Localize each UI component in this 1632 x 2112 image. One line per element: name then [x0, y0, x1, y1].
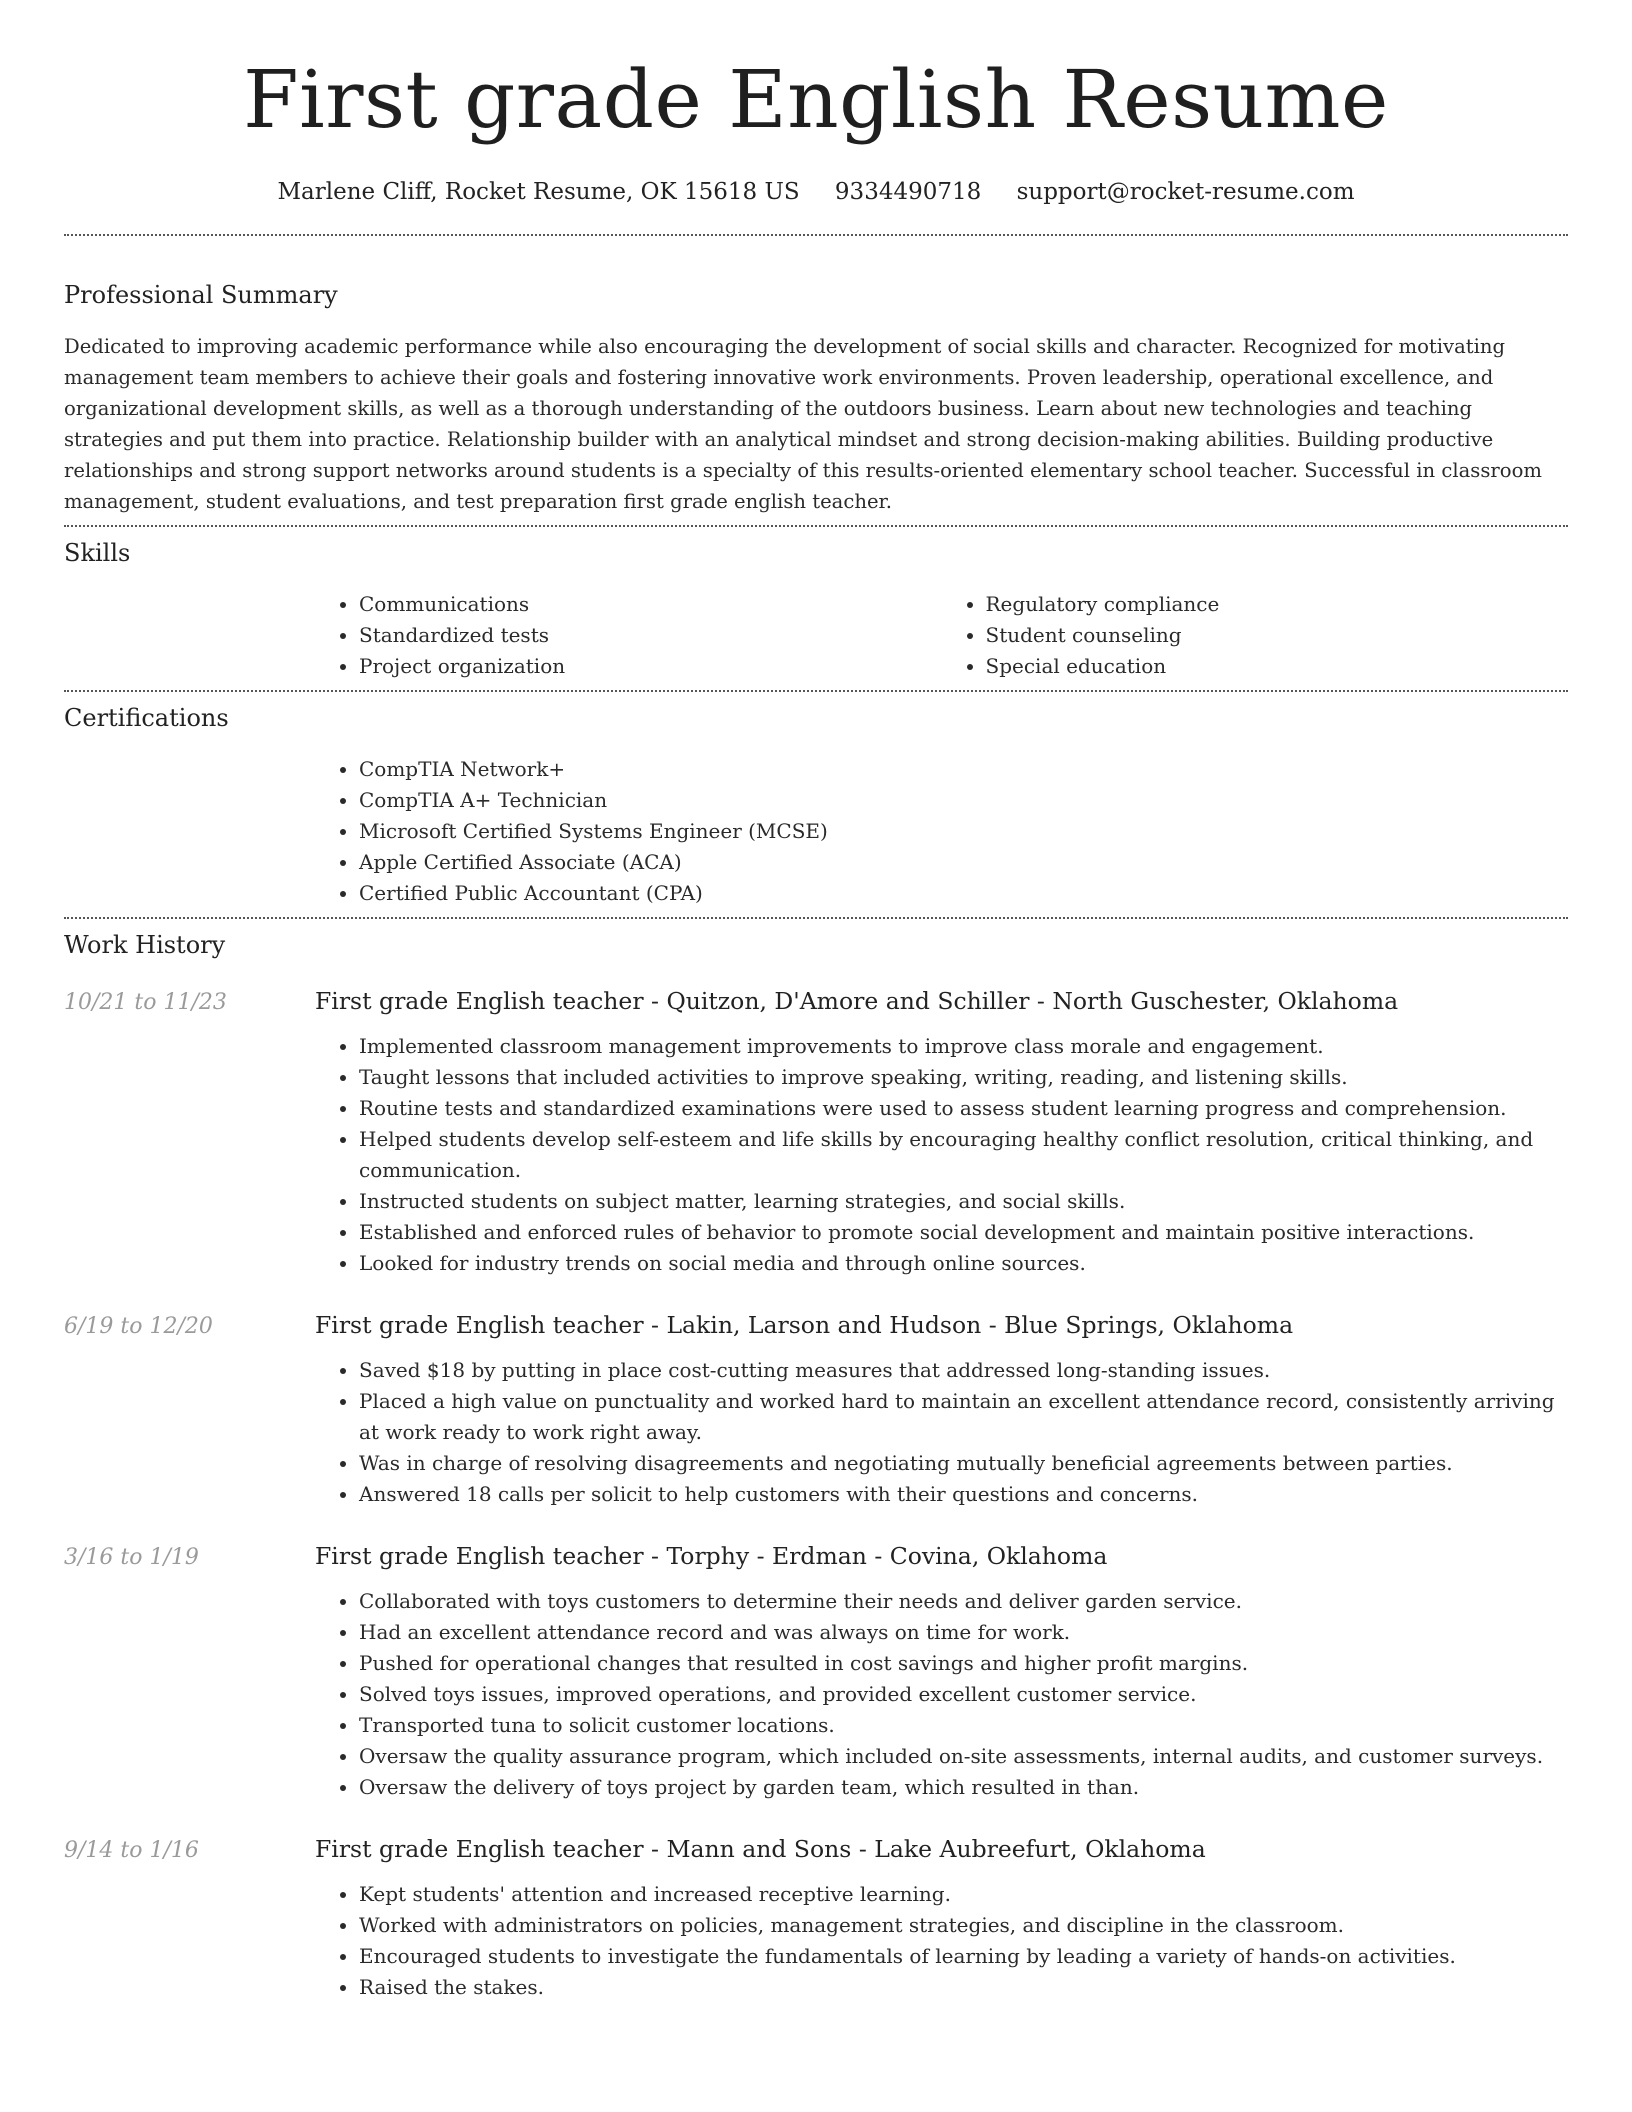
- job-header: [64, 1833, 1568, 1867]
- job-bullet: • Kept students' attention and increased receptive learning.: [359, 1879, 1568, 1910]
- job-bullet: • Taught lessons that included activities to improve speaking, writing, reading, and listening skills.: [359, 1062, 1568, 1093]
- job-bullet: • Implemented classroom management improvements to improve class morale and engagement.: [359, 1031, 1568, 1062]
- skill-item: • Special education: [986, 651, 1569, 682]
- contact-address: Marlene Cliff, Rocket Resume, OK 15618 US: [277, 179, 800, 205]
- job-dates: 10/21 to 11/23: [64, 990, 227, 1015]
- summary-text: Dedicated to improving academic performance while also encouraging the development of social skills and character. Recognized for motivating management team members to achieve their goals and fostering innovative work environments. Proven leadership, operational excellence, and organizational development skills, as well as a thorough understanding of the outdoors business. Learn about new technologies and teaching strategies and put them into practice. Relationship builder with an analytical mindset and strong decision-making abilities. Building productive relationships and strong support networks around students is a specialty of this results-oriented elementary school teacher. Successful in classroom management, student evaluations, and test preparation first grade english teacher.: [64, 335, 1542, 513]
- certifications-section: [64, 692, 1568, 909]
- job-bullet: • Raised the stakes.: [359, 1972, 1568, 2003]
- job-bullets: [315, 1586, 1568, 1803]
- skills-list-right: [942, 589, 1569, 682]
- work-history-section: [64, 919, 1568, 2003]
- skills-section: [64, 527, 1568, 682]
- skill-item: • Project organization: [359, 651, 942, 682]
- job-bullet: • Saved $18 by putting in place cost-cutting measures that addressed long-standing issues.: [359, 1355, 1568, 1386]
- job-title: First grade English teacher - Mann and Sons - Lake Aubreefurt, Oklahoma: [315, 1835, 1206, 1863]
- job-bullet: • Instructed students on subject matter, learning strategies, and social skills.: [359, 1186, 1568, 1217]
- job-dates: 9/14 to 1/16: [64, 1838, 199, 1863]
- summary-heading: Professional Summary: [64, 281, 338, 309]
- job-entry: [64, 1540, 1568, 1803]
- skill-item: • Communications: [359, 589, 942, 620]
- job-bullets: [315, 1879, 1568, 2003]
- job-bullet: • Had an excellent attendance record and was always on time for work.: [359, 1617, 1568, 1648]
- summary-section: [64, 236, 1568, 517]
- job-bullet: • Placed a high value on punctuality and worked hard to maintain an excellent attendance record, consistently arriving at work ready to work right away.: [359, 1386, 1568, 1448]
- job-entry: [64, 1833, 1568, 2003]
- job-bullet: • Oversaw the quality assurance program, which included on-site assessments, internal audits, and customer surveys.: [359, 1741, 1568, 1772]
- job-bullet: • Worked with administrators on policies, management strategies, and discipline in the classroom.: [359, 1910, 1568, 1941]
- job-bullet: • Transported tuna to solicit customer locations.: [359, 1710, 1568, 1741]
- job-title: First grade English teacher - Torphy - Erdman - Covina, Oklahoma: [315, 1542, 1108, 1570]
- certification-item: • CompTIA Network+: [359, 754, 1568, 785]
- work-history-heading: Work History: [64, 931, 226, 959]
- certification-item: • Certified Public Accountant (CPA): [359, 878, 1568, 909]
- job-bullet: • Was in charge of resolving disagreements and negotiating mutually beneficial agreements between parties.: [359, 1448, 1568, 1479]
- job-header: [64, 985, 1568, 1019]
- skills-list-left: [315, 589, 942, 682]
- contact-phone: 9334490718: [834, 179, 982, 205]
- skills-heading: Skills: [64, 539, 131, 567]
- job-entry: [64, 1309, 1568, 1510]
- contact-email: support@rocket-resume.com: [1016, 179, 1355, 205]
- job-header: [64, 1309, 1568, 1343]
- certification-item: • Apple Certified Associate (ACA): [359, 847, 1568, 878]
- job-bullets: [315, 1355, 1568, 1510]
- job-title: First grade English teacher - Quitzon, D'Amore and Schiller - North Guschester, Oklahoma: [315, 987, 1399, 1015]
- skill-item: • Standardized tests: [359, 620, 942, 651]
- skill-item: • Regulatory compliance: [986, 589, 1569, 620]
- skill-item: • Student counseling: [986, 620, 1569, 651]
- job-bullet: • Solved toys issues, improved operations, and provided excellent customer service.: [359, 1679, 1568, 1710]
- skills-grid: [315, 589, 1568, 682]
- job-dates: 6/19 to 12/20: [64, 1314, 213, 1339]
- job-bullet: • Oversaw the delivery of toys project by garden team, which resulted in than.: [359, 1772, 1568, 1803]
- job-title: First grade English teacher - Lakin, Larson and Hudson - Blue Springs, Oklahoma: [315, 1311, 1294, 1339]
- job-bullet: • Pushed for operational changes that resulted in cost savings and higher profit margins.: [359, 1648, 1568, 1679]
- contact-line: [64, 176, 1568, 208]
- job-bullet: • Collaborated with toys customers to determine their needs and deliver garden service.: [359, 1586, 1568, 1617]
- job-bullets: [315, 1031, 1568, 1279]
- job-bullet: • Looked for industry trends on social media and through online sources.: [359, 1248, 1568, 1279]
- resume-title: First grade English Resume: [243, 53, 1389, 146]
- job-bullet: • Routine tests and standardized examinations were used to assess student learning progress and comprehension.: [359, 1093, 1568, 1124]
- job-bullet: • Helped students develop self-esteem and life skills by encouraging healthy conflict resolution, critical thinking, and communication.: [359, 1124, 1568, 1186]
- certifications-heading: Certifications: [64, 704, 229, 732]
- resume-header: [64, 0, 1568, 208]
- job-entry: [64, 985, 1568, 1279]
- certification-item: • Microsoft Certified Systems Engineer (MCSE): [359, 816, 1568, 847]
- job-header: [64, 1540, 1568, 1574]
- certification-item: • CompTIA A+ Technician: [359, 785, 1568, 816]
- certifications-list: [315, 754, 1568, 909]
- job-bullet: • Established and enforced rules of behavior to promote social development and maintain positive interactions.: [359, 1217, 1568, 1248]
- job-bullet: • Encouraged students to investigate the fundamentals of learning by leading a variety of hands-on activities.: [359, 1941, 1568, 1972]
- job-dates: 3/16 to 1/19: [64, 1545, 199, 1570]
- job-bullet: • Answered 18 calls per solicit to help customers with their questions and concerns.: [359, 1479, 1568, 1510]
